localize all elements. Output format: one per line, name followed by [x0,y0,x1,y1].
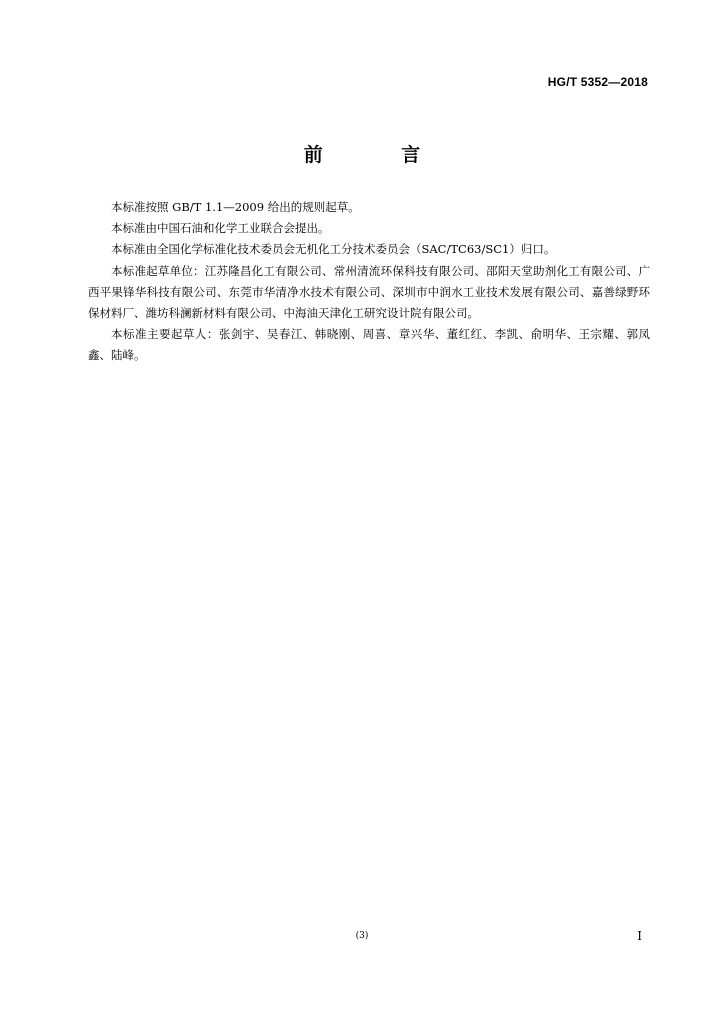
paragraph-drafting-rules: 本标准按照 GB/T 1.1—2009 给出的规则起草。 [111,200,360,214]
foreword-body [88,197,650,367]
sheet-number: (3) [355,931,369,941]
paragraph-technical-committee: 本标准由全国化学标准化技术委员会无机化工分技术委员会（SAC/TC63/SC1）归口。 [111,242,556,257]
page-title: 前 言 [303,144,457,166]
paragraph-drafters: 本标准主要起草人：张剑宇、吴春江、韩晓刚、周喜、章兴华、董红红、李凯、俞明华、王宗耀、郭凤鑫、陆峰。 [88,327,650,363]
standard-code: HG/T 5352—2018 [547,75,648,89]
paragraph-drafting-units: 本标准起草单位：江苏隆昌化工有限公司、常州清流环保科技有限公司、邵阳天堂助剂化工有限公司、广西平果锋华科技有限公司、东莞市华清净水技术有限公司、深圳市中润水工业技术发展有限公司、嘉善绿野环保材料厂、潍坊科澜新材料有限公司、中海油天津化工研究设计院有限公司。 [88,263,650,321]
paragraph-proposer: 本标准由中国石油和化学工业联合会提出。 [111,221,330,236]
page-number: I [637,929,642,943]
